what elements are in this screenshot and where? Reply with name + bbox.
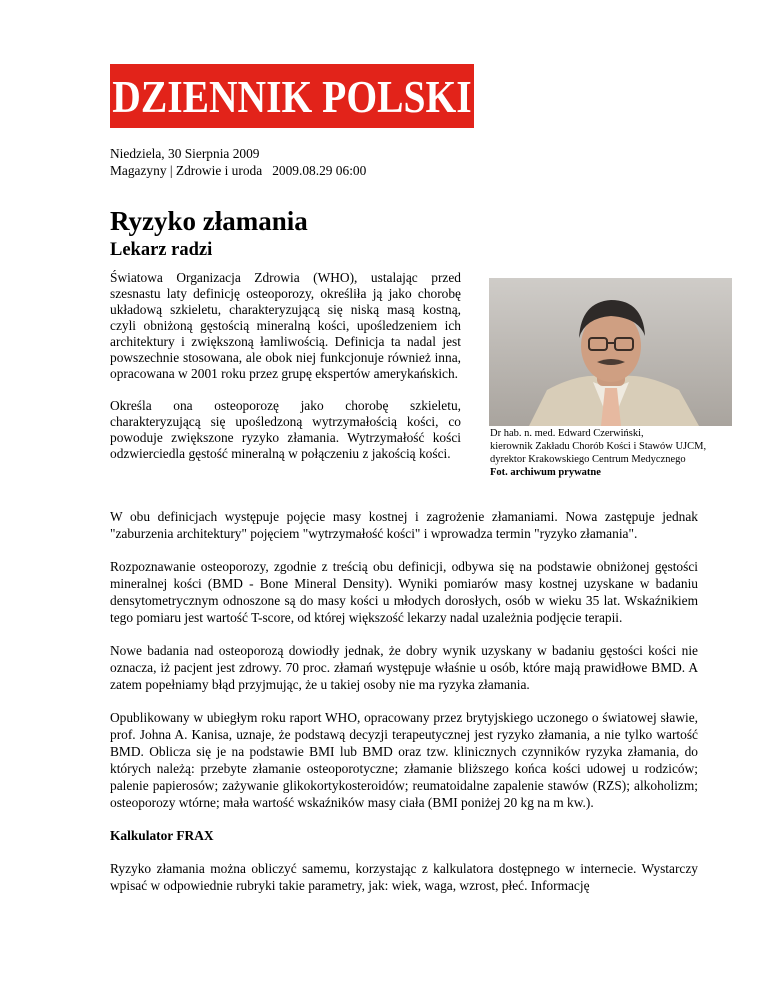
author-photo (489, 278, 732, 426)
newspaper-logo[interactable] (110, 64, 474, 128)
body-paragraph-2: Rozpoznawanie osteoporozy, zgodnie z treścią obu definicji, odbywa się na podstawie obniżonej gęstości mineralnej kości (BMD - Bone Mineral Density). Wyniki pomiarów masy kostnej uzyskane w badaniu densytometrycznym odnoszone są do masy kości u młodych dorosłych, osób w wieku 35 lat. Wskaźnikiem tego pomiaru jest wartość T-score, od której większość lekarzy nadal uzależnia podjęcie terapii. (110, 559, 698, 625)
article-title: Ryzyko złamania (110, 206, 308, 236)
body-paragraph-4: Opublikowany w ubiegłym roku raport WHO, opracowany przez brytyjskiego uczonego o światowej sławie, prof. Johna A. Kanisa, uznaje, że podstawą decyzji terapeutycznej jest ryzyko złamania, a nie tylko wartość BMD. Oblicza się je na podstawie BMI lub BMD oraz tzw. klinicznych czynników ryzyka złamania, do których należą: przebyte złamanie osteoporotyczne; złamanie bliższego końca kości udowej u rodziców; palenie papierosów; zażywanie glikokortykosteroidów; reumatoidalne zapalenie stawów (RZS); alkoholizm; osteoporozy wtórne; mała wartość wskaźników masy ciała (BMI poniżej 20 kg na m kw.). (110, 710, 698, 810)
photo-credit: Fot. archiwum prywatne (490, 467, 601, 478)
publish-date: Niedziela, 30 Sierpnia 2009 (110, 146, 260, 161)
caption-line-3: dyrektor Krakowskiego Centrum Medycznego (490, 454, 686, 465)
lead-column (110, 270, 461, 478)
lead-paragraph-1: Światowa Organizacja Zdrowia (WHO), ustalając przed szesnastu laty definicję osteoporozy, określiła ją jako chorobę układową szkieletu, charakteryzującą się niską masą kostną, czyli obniżoną gęstością mineralną kości, upośledzeniem ich architektury i zwiększoną łamliwością. Definicja ta nadal jest powszechnie stosowana, ale obok niej funkcjonuje również inna, opracowana w 2001 roku przez grupę ekspertów amerykańskich. (110, 270, 461, 381)
photo-caption (490, 427, 750, 479)
body-paragraph-1: W obu definicjach występuje pojęcie masy kostnej i zagrożenie złamaniami. Nowa zastępuje jednak "zaburzenia architektury" pojęciem "wytrzymałość kości" i wprowadza termin "ryzyko złamania". (110, 509, 698, 541)
article-subtitle: Lekarz radzi (110, 240, 213, 260)
article-meta (110, 145, 366, 179)
portrait-image (489, 278, 732, 426)
section-line: Magazyny | Zdrowie i uroda 2009.08.29 06:00 (110, 163, 367, 178)
caption-line-1: Dr hab. n. med. Edward Czerwiński, (490, 428, 644, 439)
lead-paragraph-2: Określa ona osteoporozę jako chorobę szkieletu, charakteryzującą się upośledzoną wytrzymałością kości, co powoduje zwiększone ryzyko złamania. Wytrzymałość kości odzwierciedla gęstość mineralną w połączeniu z jakością kości. (110, 398, 461, 461)
logo-text: DZIENNIK POLSKI (112, 70, 472, 122)
section-heading: Kalkulator FRAX (110, 828, 214, 843)
article-body (110, 508, 698, 910)
body-paragraph-5: Ryzyko złamania można obliczyć samemu, korzystając z kalkulatora dostępnego w internecie. Wystarczy wpisać w odpowiednie rubryki takie parametry, jak: wiek, waga, wzrost, płeć. Informację (110, 861, 698, 893)
caption-line-2: kierownik Zakładu Chorób Kości i Stawów UJCM, (490, 441, 707, 452)
body-paragraph-3: Nowe badania nad osteoporozą dowiodły jednak, że dobry wynik uzyskany w badaniu gęstości kości nie oznacza, iż pacjent jest zdrowy. 70 proc. złamań występuje właśnie u osób, które mają prawidłowe BMD. A zatem popełniamy błąd przyjmując, że u takiej osoby nie ma ryzyka złamania. (110, 643, 698, 692)
